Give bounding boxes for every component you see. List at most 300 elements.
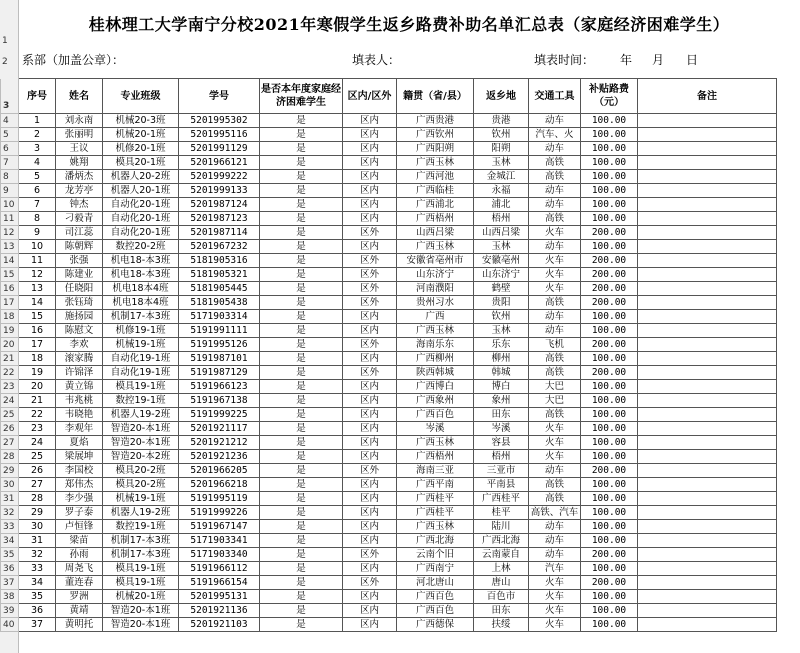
cell-destination[interactable]: 山西吕梁 [474,226,529,240]
cell-note[interactable] [638,128,777,142]
cell-note[interactable] [638,576,777,590]
cell-origin[interactable]: 广西玉林 [397,240,474,254]
cell-name[interactable]: 张强 [56,254,103,268]
cell-name[interactable]: 刁毅青 [56,212,103,226]
cell-note[interactable] [638,226,777,240]
cell-name[interactable]: 孙雨 [56,548,103,562]
cell-note[interactable] [638,590,777,604]
cell-note[interactable] [638,394,777,408]
row-number[interactable]: 34 [1,534,19,548]
cell-note[interactable] [638,338,777,352]
cell-no[interactable]: 1 [19,114,56,128]
cell-class[interactable]: 机械19-1班 [103,338,179,352]
cell-note[interactable] [638,198,777,212]
cell-transport[interactable]: 高铁 [529,352,581,366]
cell-name[interactable]: 李少强 [56,492,103,506]
cell-student-id[interactable]: 5201921236 [179,450,260,464]
cell-name[interactable]: 黄明托 [56,618,103,632]
cell-class[interactable]: 机械20-3班 [103,114,179,128]
col-header-name[interactable]: 姓名 [56,79,103,114]
cell-note[interactable] [638,366,777,380]
cell-no[interactable]: 33 [19,562,56,576]
cell-note[interactable] [638,352,777,366]
row-number[interactable]: 13 [1,240,19,254]
row-number[interactable]: 14 [1,254,19,268]
cell-destination[interactable]: 钦州 [474,128,529,142]
cell-transport[interactable]: 火车 [529,282,581,296]
cell-destination[interactable]: 博白 [474,380,529,394]
cell-region[interactable]: 区外 [343,296,397,310]
cell-note[interactable] [638,268,777,282]
cell-note[interactable] [638,170,777,184]
cell-destination[interactable]: 玉林 [474,156,529,170]
cell-poor-family[interactable]: 是 [260,478,343,492]
cell-amount[interactable]: 100.00 [581,604,638,618]
cell-no[interactable]: 23 [19,422,56,436]
cell-region[interactable]: 区内 [343,352,397,366]
row-number[interactable]: 24 [1,394,19,408]
cell-destination[interactable]: 永福 [474,184,529,198]
cell-transport[interactable]: 大巴 [529,394,581,408]
cell-no[interactable]: 26 [19,464,56,478]
cell-amount[interactable]: 100.00 [581,198,638,212]
cell-name[interactable]: 韦晓艳 [56,408,103,422]
cell-student-id[interactable]: 5201967232 [179,240,260,254]
cell-transport[interactable]: 动车 [529,520,581,534]
cell-student-id[interactable]: 5201921117 [179,422,260,436]
cell-destination[interactable]: 岑溪 [474,422,529,436]
cell-origin[interactable]: 岑溪 [397,422,474,436]
cell-student-id[interactable]: 5191967138 [179,394,260,408]
cell-amount[interactable]: 100.00 [581,170,638,184]
cell-poor-family[interactable]: 是 [260,226,343,240]
cell-class[interactable]: 数控19-1班 [103,520,179,534]
cell-transport[interactable]: 火车 [529,436,581,450]
cell-amount[interactable]: 100.00 [581,506,638,520]
cell-name[interactable]: 周尧飞 [56,562,103,576]
cell-transport[interactable]: 动车 [529,548,581,562]
cell-class[interactable]: 模具20-2班 [103,464,179,478]
cell-region[interactable]: 区内 [343,506,397,520]
cell-region[interactable]: 区内 [343,240,397,254]
cell-student-id[interactable]: 5171903340 [179,548,260,562]
row-number[interactable]: 8 [1,170,19,184]
cell-name[interactable]: 李观年 [56,422,103,436]
cell-no[interactable]: 5 [19,170,56,184]
cell-origin[interactable]: 广西百色 [397,590,474,604]
cell-student-id[interactable]: 5201995116 [179,128,260,142]
cell-poor-family[interactable]: 是 [260,394,343,408]
cell-transport[interactable]: 火车 [529,590,581,604]
cell-region[interactable]: 区内 [343,114,397,128]
cell-name[interactable]: 张钰琦 [56,296,103,310]
cell-name[interactable]: 许锦泽 [56,366,103,380]
cell-amount[interactable]: 100.00 [581,520,638,534]
cell-region[interactable]: 区内 [343,324,397,338]
cell-poor-family[interactable]: 是 [260,604,343,618]
cell-poor-family[interactable]: 是 [260,156,343,170]
cell-no[interactable]: 11 [19,254,56,268]
cell-no[interactable]: 29 [19,506,56,520]
cell-amount[interactable]: 200.00 [581,366,638,380]
cell-transport[interactable]: 高铁 [529,170,581,184]
row-number[interactable]: 16 [1,282,19,296]
cell-poor-family[interactable]: 是 [260,268,343,282]
cell-destination[interactable]: 田东 [474,604,529,618]
cell-amount[interactable]: 100.00 [581,128,638,142]
cell-note[interactable] [638,282,777,296]
cell-region[interactable]: 区内 [343,562,397,576]
cell-poor-family[interactable]: 是 [260,338,343,352]
cell-region[interactable]: 区外 [343,268,397,282]
cell-class[interactable]: 机械19-1班 [103,492,179,506]
cell-poor-family[interactable]: 是 [260,128,343,142]
cell-destination[interactable]: 安徽亳州 [474,254,529,268]
row-number[interactable]: 22 [1,366,19,380]
row-number[interactable]: 33 [1,520,19,534]
cell-note[interactable] [638,142,777,156]
cell-student-id[interactable]: 5191987101 [179,352,260,366]
cell-destination[interactable]: 玉林 [474,240,529,254]
cell-poor-family[interactable]: 是 [260,296,343,310]
cell-student-id[interactable]: 5191999226 [179,506,260,520]
cell-amount[interactable]: 200.00 [581,282,638,296]
cell-class[interactable]: 自动化20-1班 [103,212,179,226]
cell-poor-family[interactable]: 是 [260,450,343,464]
cell-name[interactable]: 罗子泰 [56,506,103,520]
cell-class[interactable]: 机器人20-1班 [103,184,179,198]
cell-note[interactable] [638,548,777,562]
cell-destination[interactable]: 田东 [474,408,529,422]
cell-transport[interactable]: 动车 [529,464,581,478]
cell-transport[interactable]: 汽车、火 [529,128,581,142]
cell-note[interactable] [638,450,777,464]
cell-destination[interactable]: 平南县 [474,478,529,492]
row-number[interactable]: 30 [1,478,19,492]
cell-amount[interactable]: 100.00 [581,590,638,604]
cell-note[interactable] [638,520,777,534]
cell-amount[interactable]: 100.00 [581,534,638,548]
cell-no[interactable]: 25 [19,450,56,464]
cell-destination[interactable]: 柳州 [474,352,529,366]
cell-amount[interactable]: 100.00 [581,478,638,492]
cell-class[interactable]: 自动化19-1班 [103,352,179,366]
row-number[interactable]: 25 [1,408,19,422]
cell-poor-family[interactable]: 是 [260,590,343,604]
cell-student-id[interactable]: 5181905445 [179,282,260,296]
cell-poor-family[interactable]: 是 [260,310,343,324]
cell-destination[interactable]: 云南蒙自 [474,548,529,562]
cell-no[interactable]: 9 [19,226,56,240]
cell-name[interactable]: 陈朝辉 [56,240,103,254]
cell-transport[interactable]: 汽车 [529,562,581,576]
cell-poor-family[interactable]: 是 [260,240,343,254]
cell-origin[interactable]: 广西百色 [397,408,474,422]
row-number[interactable]: 31 [1,492,19,506]
cell-region[interactable]: 区外 [343,254,397,268]
cell-note[interactable] [638,380,777,394]
cell-region[interactable]: 区内 [343,436,397,450]
cell-class[interactable]: 机制17-本3班 [103,534,179,548]
cell-region[interactable]: 区内 [343,618,397,632]
cell-student-id[interactable]: 5191967147 [179,520,260,534]
row-number[interactable]: 23 [1,380,19,394]
cell-destination[interactable]: 梧州 [474,212,529,226]
cell-class[interactable]: 模具19-1班 [103,380,179,394]
row-number[interactable]: 28 [1,450,19,464]
cell-destination[interactable]: 桂平 [474,506,529,520]
col-header-poor-family[interactable]: 是否本年度家庭经济困难学生 [260,79,343,114]
cell-origin[interactable]: 广西临桂 [397,184,474,198]
cell-origin[interactable]: 广西 [397,310,474,324]
cell-region[interactable]: 区外 [343,366,397,380]
cell-transport[interactable]: 火车 [529,254,581,268]
cell-region[interactable]: 区外 [343,338,397,352]
cell-origin[interactable]: 广西博白 [397,380,474,394]
cell-origin[interactable]: 广西玉林 [397,156,474,170]
cell-region[interactable]: 区外 [343,226,397,240]
cell-transport[interactable]: 动车 [529,142,581,156]
col-header-no[interactable]: 序号 [19,79,56,114]
cell-class[interactable]: 模具19-1班 [103,562,179,576]
cell-class[interactable]: 自动化19-1班 [103,366,179,380]
col-header-origin[interactable]: 籍贯（省/县） [397,79,474,114]
cell-amount[interactable]: 100.00 [581,562,638,576]
col-header-region[interactable]: 区内/区外 [343,79,397,114]
cell-student-id[interactable]: 5201966121 [179,156,260,170]
cell-no[interactable]: 10 [19,240,56,254]
cell-amount[interactable]: 100.00 [581,156,638,170]
cell-note[interactable] [638,156,777,170]
cell-destination[interactable]: 上林 [474,562,529,576]
cell-amount[interactable]: 200.00 [581,464,638,478]
cell-name[interactable]: 任晓阳 [56,282,103,296]
cell-destination[interactable]: 金城江 [474,170,529,184]
cell-poor-family[interactable]: 是 [260,282,343,296]
cell-origin[interactable]: 广西阳朔 [397,142,474,156]
cell-origin[interactable]: 广西梧州 [397,212,474,226]
cell-destination[interactable]: 广西北海 [474,534,529,548]
cell-poor-family[interactable]: 是 [260,548,343,562]
cell-note[interactable] [638,478,777,492]
cell-transport[interactable]: 动车 [529,184,581,198]
row-number[interactable]: 32 [1,506,19,520]
cell-no[interactable]: 18 [19,352,56,366]
cell-poor-family[interactable]: 是 [260,380,343,394]
cell-region[interactable]: 区内 [343,170,397,184]
cell-destination[interactable]: 唐山 [474,576,529,590]
cell-transport[interactable]: 大巴 [529,380,581,394]
cell-class[interactable]: 数控19-1班 [103,394,179,408]
cell-amount[interactable]: 200.00 [581,226,638,240]
cell-name[interactable]: 司江蕊 [56,226,103,240]
cell-origin[interactable]: 河南濮阳 [397,282,474,296]
cell-class[interactable]: 机电18本4班 [103,282,179,296]
cell-student-id[interactable]: 5191987129 [179,366,260,380]
cell-class[interactable]: 机器人19-2班 [103,408,179,422]
cell-destination[interactable]: 梧州 [474,450,529,464]
row-number[interactable]: 39 [1,604,19,618]
cell-origin[interactable]: 山东济宁 [397,268,474,282]
cell-student-id[interactable]: 5201987124 [179,198,260,212]
cell-student-id[interactable]: 5201995302 [179,114,260,128]
cell-student-id[interactable]: 5181905438 [179,296,260,310]
cell-student-id[interactable]: 5201966205 [179,464,260,478]
cell-amount[interactable]: 100.00 [581,324,638,338]
cell-transport[interactable]: 火车 [529,226,581,240]
cell-amount[interactable]: 100.00 [581,394,638,408]
cell-origin[interactable]: 河北唐山 [397,576,474,590]
cell-name[interactable]: 施扬园 [56,310,103,324]
cell-class[interactable]: 智造20-本1班 [103,618,179,632]
cell-note[interactable] [638,604,777,618]
cell-destination[interactable]: 扶绥 [474,618,529,632]
cell-student-id[interactable]: 5201921212 [179,436,260,450]
cell-poor-family[interactable]: 是 [260,576,343,590]
cell-destination[interactable]: 乐东 [474,338,529,352]
cell-destination[interactable]: 象州 [474,394,529,408]
cell-no[interactable]: 32 [19,548,56,562]
cell-destination[interactable]: 钦州 [474,310,529,324]
cell-poor-family[interactable]: 是 [260,506,343,520]
cell-region[interactable]: 区内 [343,184,397,198]
col-header-class[interactable]: 专业班级 [103,79,179,114]
cell-transport[interactable]: 火车 [529,604,581,618]
cell-student-id[interactable]: 5191991111 [179,324,260,338]
cell-no[interactable]: 27 [19,478,56,492]
cell-no[interactable]: 12 [19,268,56,282]
row-number[interactable]: 7 [1,156,19,170]
cell-transport[interactable]: 火车 [529,450,581,464]
cell-poor-family[interactable]: 是 [260,562,343,576]
cell-transport[interactable]: 动车 [529,198,581,212]
cell-no[interactable]: 30 [19,520,56,534]
row-number[interactable]: 17 [1,296,19,310]
cell-amount[interactable]: 100.00 [581,380,638,394]
cell-no[interactable]: 37 [19,618,56,632]
cell-student-id[interactable]: 5191999225 [179,408,260,422]
cell-name[interactable]: 郑伟杰 [56,478,103,492]
cell-name[interactable]: 李欢 [56,338,103,352]
cell-note[interactable] [638,310,777,324]
cell-no[interactable]: 3 [19,142,56,156]
cell-transport[interactable]: 高铁 [529,366,581,380]
cell-amount[interactable]: 100.00 [581,212,638,226]
cell-name[interactable]: 罗洲 [56,590,103,604]
cell-origin[interactable]: 广西贵港 [397,114,474,128]
cell-origin[interactable]: 广西河池 [397,170,474,184]
cell-destination[interactable]: 贵阳 [474,296,529,310]
cell-name[interactable]: 姚翔 [56,156,103,170]
cell-transport[interactable]: 动车 [529,324,581,338]
cell-name[interactable]: 钟杰 [56,198,103,212]
cell-origin[interactable]: 广西南宁 [397,562,474,576]
cell-student-id[interactable]: 5191966123 [179,380,260,394]
cell-origin[interactable]: 广西象州 [397,394,474,408]
cell-transport[interactable]: 火车 [529,422,581,436]
cell-poor-family[interactable]: 是 [260,534,343,548]
cell-amount[interactable]: 100.00 [581,352,638,366]
cell-note[interactable] [638,212,777,226]
cell-amount[interactable]: 200.00 [581,338,638,352]
cell-destination[interactable]: 贵港 [474,114,529,128]
cell-amount[interactable]: 100.00 [581,450,638,464]
col-header-note[interactable]: 备注 [638,79,777,114]
row-number[interactable]: 20 [1,338,19,352]
cell-poor-family[interactable]: 是 [260,142,343,156]
cell-no[interactable]: 31 [19,534,56,548]
cell-origin[interactable]: 海南三亚 [397,464,474,478]
cell-origin[interactable]: 广西柳州 [397,352,474,366]
cell-name[interactable]: 潘炳杰 [56,170,103,184]
cell-region[interactable]: 区内 [343,450,397,464]
cell-poor-family[interactable]: 是 [260,422,343,436]
cell-name[interactable]: 张丽明 [56,128,103,142]
cell-transport[interactable]: 火车 [529,268,581,282]
cell-name[interactable]: 李国校 [56,464,103,478]
row-number[interactable]: 11 [1,212,19,226]
cell-note[interactable] [638,254,777,268]
cell-transport[interactable]: 高铁 [529,212,581,226]
cell-name[interactable]: 黄立锦 [56,380,103,394]
cell-note[interactable] [638,324,777,338]
cell-note[interactable] [638,534,777,548]
cell-region[interactable]: 区内 [343,310,397,324]
cell-origin[interactable]: 广西玉林 [397,520,474,534]
cell-class[interactable]: 智造20-本1班 [103,422,179,436]
row-number[interactable]: 9 [1,184,19,198]
cell-destination[interactable]: 鹤壁 [474,282,529,296]
cell-transport[interactable]: 高铁、汽车 [529,506,581,520]
cell-no[interactable]: 36 [19,604,56,618]
cell-no[interactable]: 14 [19,296,56,310]
cell-no[interactable]: 13 [19,282,56,296]
cell-destination[interactable]: 三亚市 [474,464,529,478]
cell-name[interactable]: 黄靖 [56,604,103,618]
cell-poor-family[interactable]: 是 [260,464,343,478]
cell-class[interactable]: 机械20-1班 [103,590,179,604]
cell-amount[interactable]: 200.00 [581,576,638,590]
cell-name[interactable]: 滚家腾 [56,352,103,366]
cell-name[interactable]: 梁展坤 [56,450,103,464]
cell-class[interactable]: 机修20-1班 [103,142,179,156]
cell-region[interactable]: 区内 [343,156,397,170]
cell-amount[interactable]: 100.00 [581,618,638,632]
cell-no[interactable]: 15 [19,310,56,324]
cell-class[interactable]: 自动化20-1班 [103,198,179,212]
row-number[interactable]: 2 [0,57,18,67]
cell-class[interactable]: 机电18-本3班 [103,268,179,282]
cell-transport[interactable]: 火车 [529,576,581,590]
cell-student-id[interactable]: 5201966218 [179,478,260,492]
cell-note[interactable] [638,492,777,506]
cell-class[interactable]: 机器人19-2班 [103,506,179,520]
cell-origin[interactable]: 广西玉林 [397,324,474,338]
row-number[interactable]: 12 [1,226,19,240]
col-header-student-id[interactable]: 学号 [179,79,260,114]
cell-amount[interactable]: 100.00 [581,240,638,254]
cell-student-id[interactable]: 5201991129 [179,142,260,156]
cell-region[interactable]: 区内 [343,394,397,408]
row-number[interactable]: 26 [1,422,19,436]
cell-class[interactable]: 智造20-本1班 [103,604,179,618]
cell-origin[interactable]: 广西德保 [397,618,474,632]
cell-region[interactable]: 区内 [343,142,397,156]
row-number[interactable]: 36 [1,562,19,576]
cell-poor-family[interactable]: 是 [260,254,343,268]
cell-class[interactable]: 智造20-本1班 [103,436,179,450]
col-header-transport[interactable]: 交通工具 [529,79,581,114]
